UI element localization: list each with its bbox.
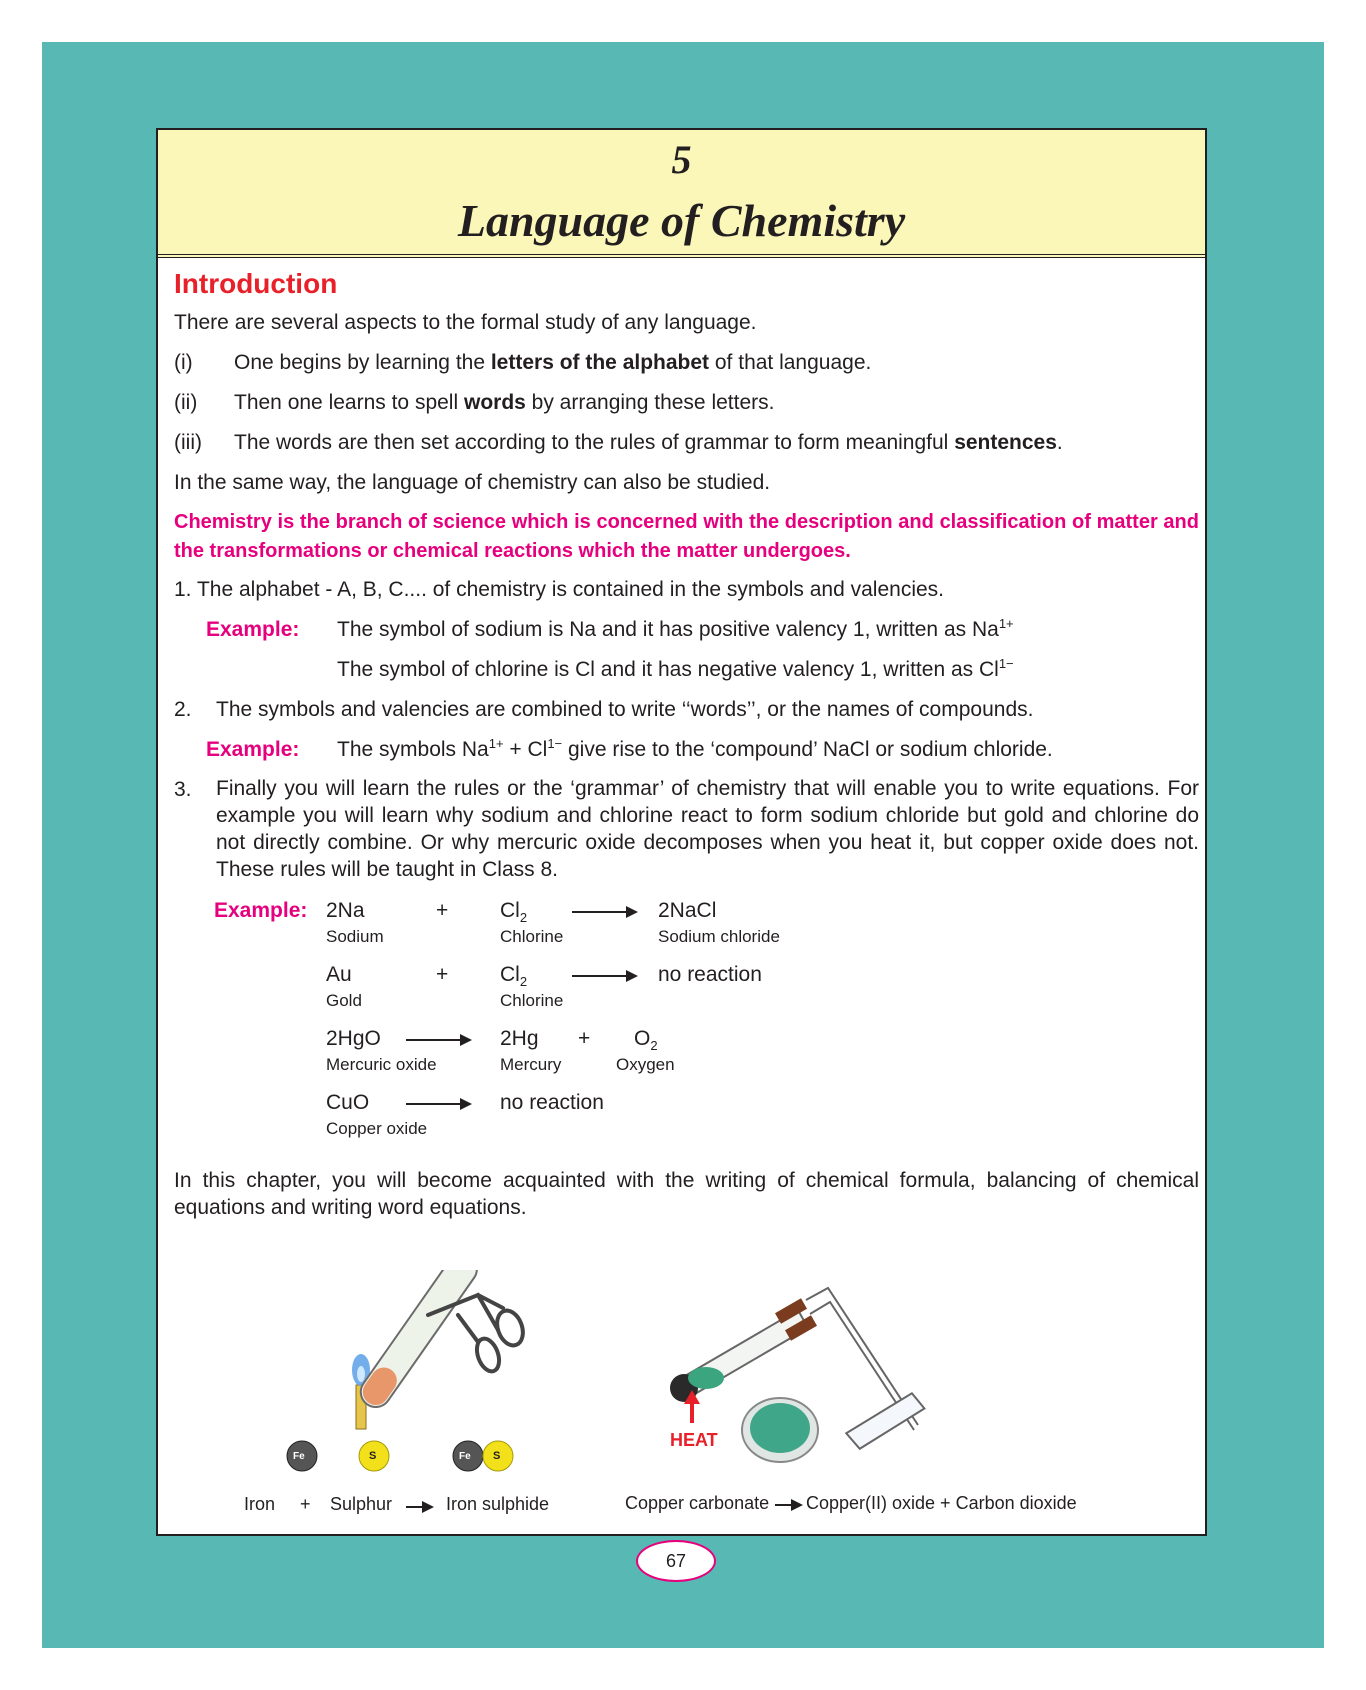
- product: $O_2$: [634, 1027, 658, 1054]
- caption-products: Copper(II) oxide + Carbon dioxide: [806, 1493, 1077, 1513]
- chapter-body: [174, 266, 1199, 1232]
- chapter-title: Language of Chemistry: [457, 195, 906, 246]
- section-heading: Introduction: [174, 268, 338, 299]
- iron-atom-label: Fe: [459, 1451, 471, 1462]
- list-item: (ii) Then one learns to spell words by arranging these letters.: [174, 391, 775, 414]
- plus-sign: +: [436, 963, 449, 986]
- product: no reaction: [500, 1091, 604, 1114]
- point-1: 1. The alphabet - A, B, C.... of chemistry is contained in the symbols and valencies.: [174, 578, 945, 601]
- caption-arrow: [406, 1506, 432, 1508]
- reactant: $Cl_2$: [500, 899, 528, 926]
- caption-iron-sulphide: Iron sulphide: [446, 1494, 550, 1514]
- example-row: Example: The symbol of sodium is Na and it has positive valency 1, written as $Na^{1+}$: [174, 615, 1199, 644]
- product-name: Mercury: [500, 1055, 562, 1074]
- reaction-arrow: [572, 975, 636, 977]
- sulphur-atom-label: S: [369, 1450, 377, 1462]
- chapter-number: 5: [671, 137, 692, 182]
- product-name: Oxygen: [616, 1055, 675, 1074]
- reactant-name: Chlorine: [500, 927, 564, 946]
- product: no reaction: [658, 963, 762, 986]
- page: [156, 128, 1207, 1536]
- product-name: Sodium chloride: [658, 927, 780, 946]
- point-2: 2. The symbols and valencies are combined to write ‘‘words’’, or the names of compounds.: [174, 698, 1034, 721]
- definition: Chemistry is the branch of science which is concerned with the description and classification of matter and the transformations or chemical reactions which the matter undergoes.: [174, 511, 1199, 562]
- example-row: Example: The symbols $Na^{1+} + Cl^{1-}$ give rise to the ‘compound’ NaCl or sodium chloride.: [174, 735, 1199, 764]
- product: 2Hg: [500, 1027, 539, 1050]
- intro-paragraph-2: In the same way, the language of chemistry can also be studied.: [174, 471, 771, 494]
- caption-iron: Iron: [244, 1494, 276, 1514]
- equation-examples: [174, 895, 1199, 1159]
- reactant-name: Sodium: [326, 927, 384, 946]
- example-row: The symbol of chlorine is Cl and it has negative valency 1, written as $Cl^{1-}$: [337, 656, 1014, 681]
- test-tube-tongs-illustration: [352, 1270, 527, 1429]
- reactant: 2Na: [326, 899, 365, 922]
- list-item: (i) One begins by learning the letters of the alphabet of that language.: [174, 351, 872, 374]
- sulphur-atom-label: S: [493, 1450, 501, 1462]
- product: 2NaCl: [658, 899, 717, 922]
- reactant-name: Chlorine: [500, 991, 564, 1010]
- caption-copper-carbonate: Copper carbonate: [625, 1493, 770, 1513]
- chapter-header: [158, 130, 1205, 258]
- reactant-name: Gold: [326, 991, 362, 1010]
- reaction-arrow: [406, 1039, 470, 1041]
- example-label: Example:: [206, 618, 300, 641]
- caption-plus: +: [300, 1494, 311, 1514]
- plus-sign: +: [578, 1027, 591, 1050]
- reactant: Au: [326, 963, 352, 986]
- iron-atom-label: Fe: [293, 1451, 305, 1462]
- closing-paragraph: In this chapter, you will become acquainted with the writing of chemical formula, balancing of chemical equations and writing word equations.: [174, 1169, 1199, 1219]
- plus-sign: +: [436, 899, 449, 922]
- example-label: Example:: [206, 738, 300, 761]
- caption-sulphur: Sulphur: [330, 1494, 393, 1514]
- point-3: 3. Finally you will learn the rules or the ‘grammar’ of chemistry that will enable you to write equations. For example you will learn why sodium and chlorine react to form sodium chloride but gold and chlorine do not directly combine. Or why mercuric oxide decomposes when you heat it, but copper oxide does not. These rules will be taught in Class 8.: [174, 777, 1199, 881]
- reactant-name: Copper oxide: [326, 1119, 428, 1138]
- intro-paragraph: There are several aspects to the formal study of any language.: [174, 311, 757, 334]
- reactant: CuO: [326, 1091, 370, 1114]
- reaction-arrow: [406, 1103, 470, 1105]
- reaction-arrow: [572, 911, 636, 913]
- reactant: 2HgO: [326, 1027, 381, 1050]
- reactant-name: Mercuric oxide: [326, 1055, 437, 1074]
- caption-arrow: [775, 1504, 801, 1506]
- illustrations: [158, 1270, 1205, 1530]
- reactant: $Cl_2$: [500, 963, 528, 990]
- heat-label: HEAT: [670, 1430, 718, 1450]
- example-label: Example:: [214, 899, 308, 922]
- page-number: 67: [636, 1540, 716, 1582]
- list-item: (iii) The words are then set according to the rules of grammar to form meaningful sentences.: [174, 431, 1063, 454]
- illustration-art: [158, 1270, 1205, 1530]
